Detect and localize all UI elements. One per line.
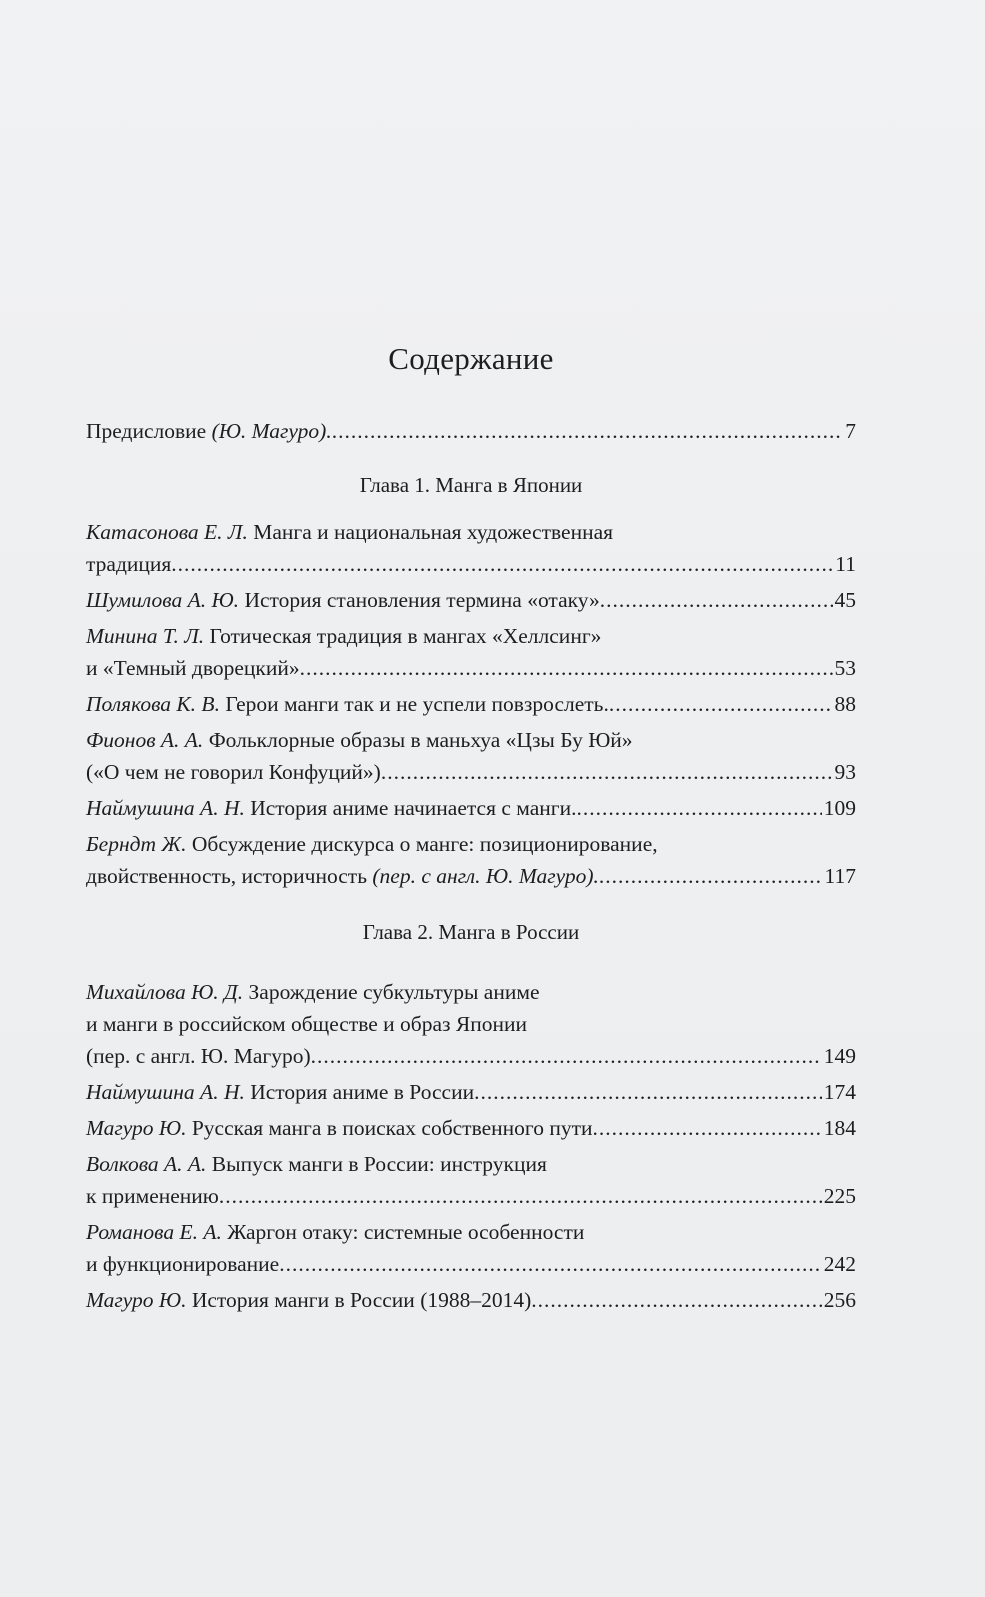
entry-author: Наймушина А. Н. <box>86 796 245 821</box>
entry-title: Манга и национальная художественная <box>247 520 614 545</box>
toc-entry[interactable] <box>86 1076 856 1108</box>
toc-entry-last-line <box>86 584 856 616</box>
toc-entry-last-line <box>86 1180 856 1212</box>
toc-entry-last-line <box>86 548 856 580</box>
dot-leader <box>592 1112 821 1144</box>
toc-entry-first-line <box>86 516 856 548</box>
toc-entry[interactable] <box>86 724 856 788</box>
toc-entry[interactable] <box>86 516 856 580</box>
toc-entry-last-line <box>86 756 856 788</box>
entry-title-end: («О чем не говорил Конфуций») <box>86 760 381 785</box>
entry-title: Герои манги так и не успели повзрослеть. <box>219 692 609 717</box>
entry-title-end: и «Темный дворецкий» <box>86 656 300 681</box>
entry-author: Магуро Ю. <box>86 1287 187 1312</box>
toc-entry[interactable] <box>86 688 856 720</box>
toc-entry[interactable] <box>86 828 856 892</box>
toc-entry-last-line <box>86 1284 856 1316</box>
dot-leader <box>171 548 833 580</box>
toc-entry-last-line <box>86 1040 856 1072</box>
toc-entry-last-line <box>86 792 856 824</box>
entry-title: История становления термина «отаку» <box>239 588 600 613</box>
entry-title: Русская манга в поисках собственного пути <box>186 1115 593 1140</box>
entry-author: Минина Т. Л. <box>86 624 205 649</box>
toc-entry[interactable] <box>86 1112 856 1144</box>
page-number: 53 <box>834 656 856 681</box>
toc-entry-text <box>86 415 332 447</box>
toc-entry[interactable] <box>86 620 856 684</box>
entry-author: Романова Е. А. <box>86 1219 222 1244</box>
page-number: 11 <box>835 552 856 577</box>
chapter-heading: Глава 1. Манга в Японии <box>359 473 583 498</box>
entry-title: Жаргон отаку: системные особенности <box>221 1219 585 1244</box>
entry-title: История манги в России (1988–2014) <box>186 1287 532 1312</box>
toc-entry-text <box>86 1076 474 1108</box>
toc-entry-text <box>86 688 609 720</box>
toc-entry-preface[interactable] <box>86 415 856 447</box>
entry-title: Зарождение субкультуры аниме <box>243 979 540 1004</box>
toc-entry[interactable] <box>86 1216 856 1280</box>
dot-leader <box>311 1040 822 1072</box>
table-of-contents <box>86 340 856 1320</box>
toc-entry-first-line <box>86 1216 856 1248</box>
toc-entry[interactable] <box>86 1148 856 1212</box>
toc-entry-last-line <box>86 652 856 684</box>
page-number: 242 <box>823 1251 856 1276</box>
toc-entry-first-line <box>86 976 856 1008</box>
page-number: 149 <box>823 1043 856 1068</box>
toc-entry-text <box>86 584 600 616</box>
toc-entry-last-line <box>86 860 856 892</box>
dot-leader <box>531 1284 821 1316</box>
preface-label: Предисловие <box>86 419 212 444</box>
toc-entry-last-line <box>86 1112 856 1144</box>
toc-entry-first-line <box>86 1148 856 1180</box>
entry-title: История аниме начинается с манги. <box>244 796 577 821</box>
toc-entry[interactable] <box>86 584 856 616</box>
toc-entry-first-line <box>86 828 856 860</box>
entry-author: Наймушина А. Н. <box>86 1079 245 1104</box>
dot-leader <box>381 756 833 788</box>
toc-entry[interactable] <box>86 1284 856 1316</box>
page-number: 117 <box>824 864 856 889</box>
dot-leader <box>279 1248 822 1280</box>
toc-entry-first-line <box>86 620 856 652</box>
entry-author: Катасонова Е. Л. <box>86 520 248 545</box>
page-number: 93 <box>834 760 856 785</box>
toc-entry-first-line <box>86 724 856 756</box>
entry-title: Обсуждение дискурса о манге: позиционирование, <box>186 832 658 857</box>
entry-title: Готическая традиция в мангах «Хеллсинг» <box>204 624 602 649</box>
toc-entry-second-line: и манги в российском обществе и образ Японии <box>86 1011 528 1036</box>
entry-title-end: традиция <box>86 552 172 577</box>
entry-author: Шумилова А. Ю. <box>86 588 240 613</box>
toc-entry-last-line <box>86 415 856 447</box>
page-number: 225 <box>823 1183 856 1208</box>
page-number: 88 <box>834 692 856 717</box>
entry-title-end: двойственность, историчность <box>86 864 373 889</box>
entry-title-end: и функционирование <box>86 1251 280 1276</box>
entry-title: История аниме в России <box>244 1079 475 1104</box>
dot-leader <box>609 688 833 720</box>
toc-entry-text <box>86 792 576 824</box>
entry-title: Фольклорные образы в маньхуа «Цзы Бу Юй» <box>203 728 633 753</box>
dot-leader <box>599 860 823 892</box>
dot-leader <box>474 1076 822 1108</box>
dot-leader <box>332 415 844 447</box>
entry-author: Волкова А. А. <box>86 1151 207 1176</box>
entry-title-end: (пер. с англ. Ю. Магуро) <box>86 1043 311 1068</box>
entry-author: Магуро Ю. <box>86 1115 187 1140</box>
dot-leader <box>600 584 833 616</box>
page-number: 7 <box>845 419 856 444</box>
toc-entry[interactable] <box>86 976 856 1072</box>
page-number: 174 <box>823 1079 856 1104</box>
dot-leader <box>576 792 821 824</box>
page-number: 45 <box>834 588 856 613</box>
entry-author: Берндт Ж. <box>86 832 187 857</box>
entry-author: Фионов А. А. <box>86 728 204 753</box>
toc-entry-last-line <box>86 1248 856 1280</box>
entry-title: Выпуск манги в России: инструкция <box>206 1151 547 1176</box>
toc-entry-text <box>86 1284 531 1316</box>
toc-entry-last-line <box>86 688 856 720</box>
page-number: 184 <box>823 1115 856 1140</box>
entry-author: Михайлова Ю. Д. <box>86 979 244 1004</box>
entry-author: Полякова К. В. <box>86 692 220 717</box>
dot-leader <box>219 1180 822 1212</box>
toc-entry[interactable] <box>86 792 856 824</box>
page-number: 109 <box>823 796 856 821</box>
preface-author: (Ю. Магуро). <box>211 419 332 444</box>
page-title: Содержание <box>388 341 554 376</box>
chapter-heading: Глава 2. Манга в России <box>362 920 580 945</box>
toc-entry-text <box>86 1112 592 1144</box>
dot-leader <box>300 652 833 684</box>
toc-entry-text <box>86 860 599 892</box>
entry-title-end: к применению <box>86 1183 219 1208</box>
page-number: 256 <box>823 1287 856 1312</box>
entry-translator: (пер. с англ. Ю. Магуро). <box>372 864 599 889</box>
toc-entry-last-line <box>86 1076 856 1108</box>
